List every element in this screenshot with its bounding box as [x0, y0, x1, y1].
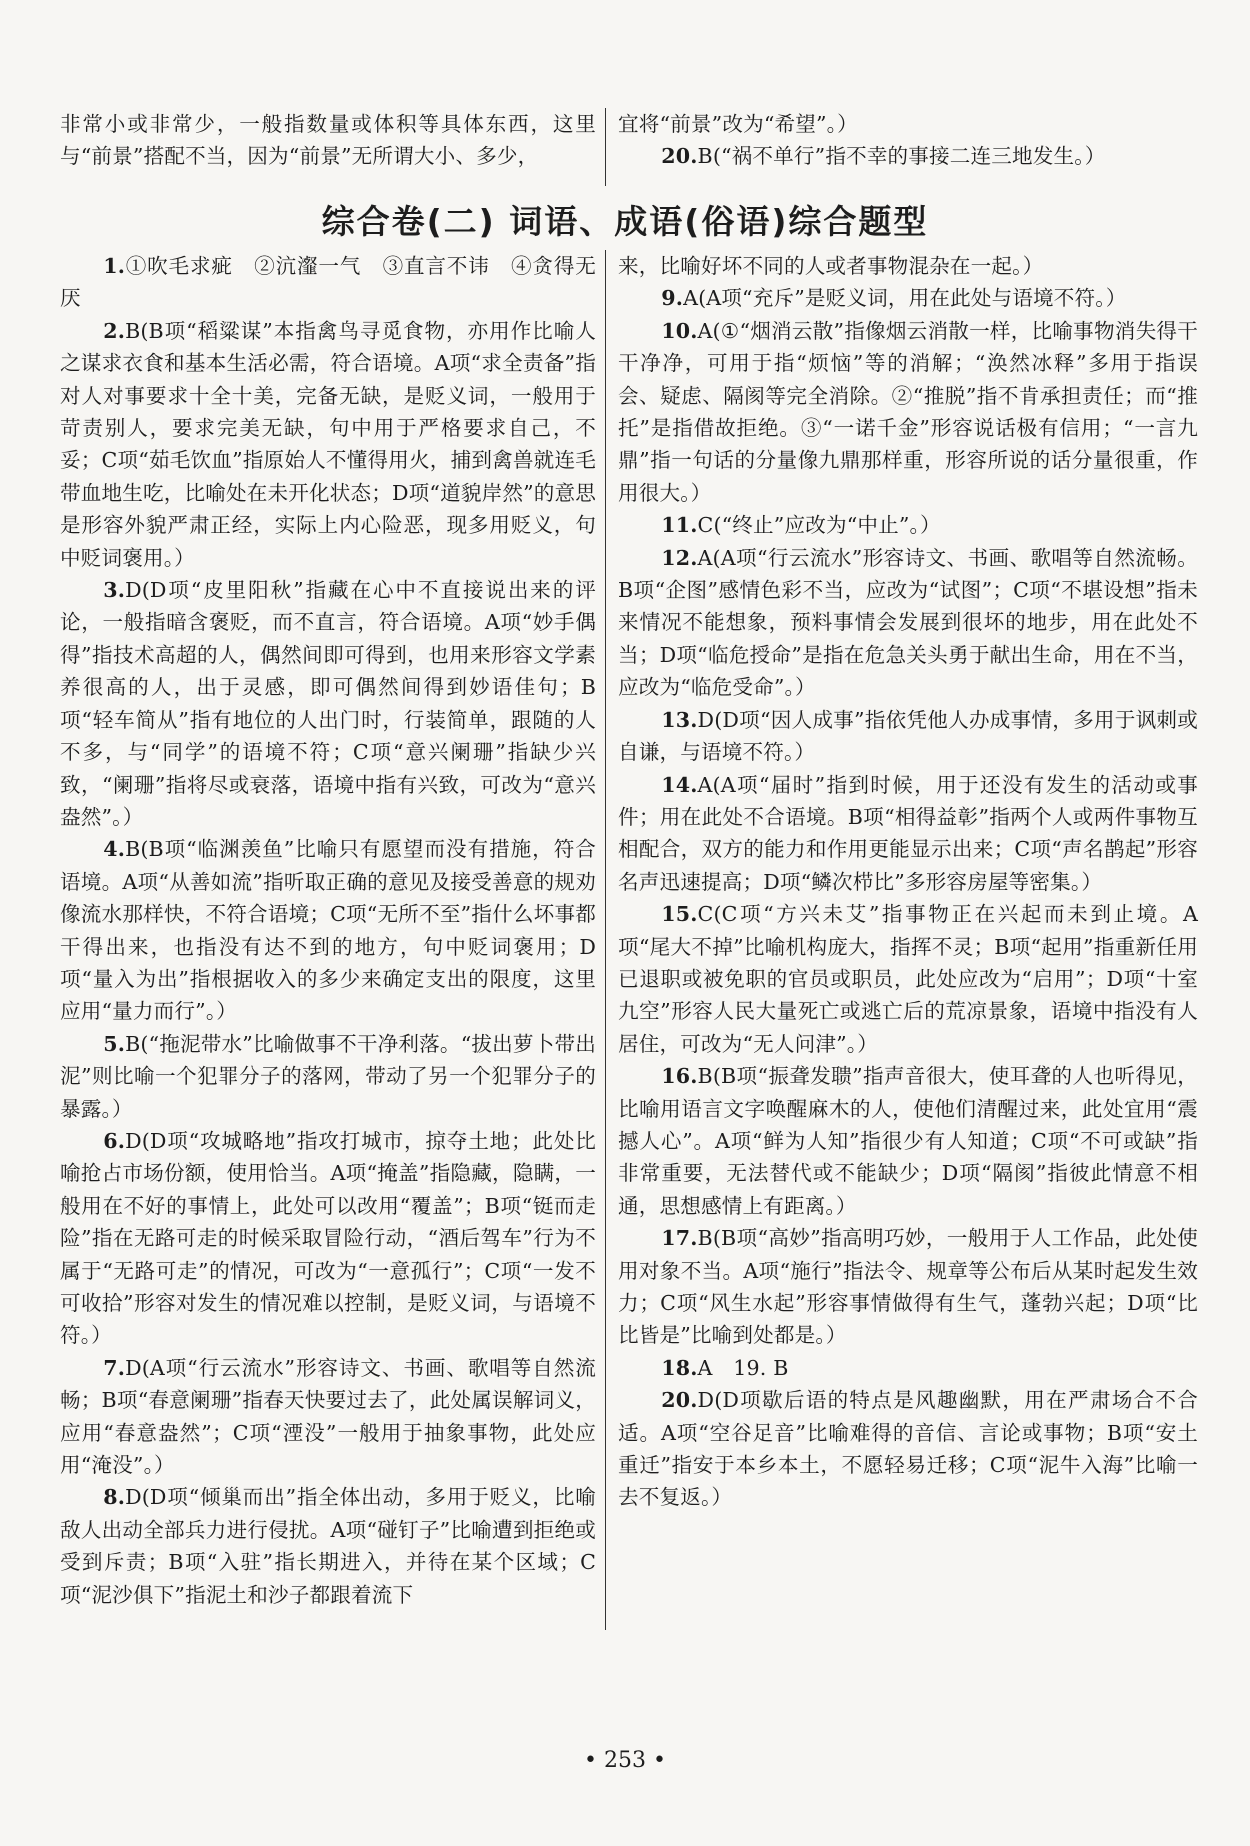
- answer-text: B(“拖泥带水”比喻做事不干净利落。“拔出萝卜带出泥”则比喻一个犯罪分子的落网，带动了另一个犯罪分子的暴露。）: [60, 1031, 596, 1121]
- answer-item: [60, 315, 596, 574]
- answer-number: 12.: [661, 545, 698, 570]
- answer-text: A(①“烟消云散”指像烟云消散一样，比喻事物消失得干干净净，可用于指“烦恼”等的消解；“涣然冰释”多用于指误会、疑虑、隔阂等完全消除。②“推脱”指不肯承担责任；而“推托”是指借故拒绝。③“一诺千金”形容说话极有信用；“一言九鼎”指一句话的分量像九鼎那样重，形容所说的话分量很重，作用很大。）: [618, 318, 1198, 505]
- answers-section: [60, 250, 1208, 1690]
- answer-text: B(B项“临渊羡鱼”比喻只有愿望而没有措施，符合语境。A项“从善如流”指听取正确的意见及接受善意的规劝像流水那样快，不符合语境；C项“无所不至”指什么坏事都干得出来，也指没有达不到的地方，句中贬词褒用；D项“量入为出”指根据收入的多少来确定支出的限度，这里应用“量力而行”。）: [60, 837, 596, 1024]
- continued-left-column: [60, 108, 596, 173]
- answer-text: B(B项“稻粱谋”本指禽鸟寻觅食物，亦用作比喻人之谋求衣食和基本生活必需，符合语境。A项“求全责备”指对人对事要求十全十美，完备无缺，是贬义词，一般用于苛责别人，要求完美无缺，句中用于严格要求自己，不妥；C项“茹毛饮血”指原始人不懂得用火，捕到禽兽就连毛带血地生吃，比喻处在未开化状态；D项“道貌岸然”的意思是形容外貌严肃正经，实际上内心险恶，现多用贬义，句中贬词褒用。）: [60, 318, 596, 570]
- answer-number: 11.: [661, 513, 698, 538]
- answers-left-column: [60, 250, 596, 1611]
- answer-item: [60, 833, 596, 1027]
- answer-number: 13.: [661, 707, 698, 732]
- answer-number: 9.: [661, 286, 684, 311]
- answer-item: [60, 1125, 596, 1352]
- answer-item: [60, 250, 596, 315]
- answer-number: 8.: [103, 1485, 126, 1510]
- answer-item: [60, 1028, 596, 1125]
- answer-number: 18.: [661, 1355, 698, 1380]
- answer-text: A 19. B: [697, 1355, 789, 1380]
- answer-item: [618, 282, 1198, 314]
- answer-item: [618, 898, 1198, 1060]
- answer-item: [618, 704, 1198, 769]
- answer-number: 3.: [103, 578, 126, 603]
- answer-text: B(B项“高妙”指高明巧妙，一般用于人工作品，此处使用对象不当。A项“施行”指法令、规章等公布后从某时起发生效力；C项“风生水起”形容事情做得有生气，蓬勃兴起；D项“比比皆是”比喻到处都是。）: [618, 1226, 1198, 1348]
- answer-number: 1.: [103, 254, 126, 278]
- answer-number: 7.: [103, 1355, 126, 1380]
- continued-paragraph: 非常小或非常少，一般指数量或体积等具体东西，这里与“前景”搭配不当，因为“前景”无所谓大小、多少，: [60, 112, 596, 169]
- answer-text: 来，比喻好坏不同的人或者事物混杂在一起。）: [618, 254, 1044, 278]
- column-divider: [605, 250, 606, 1630]
- answer-text: D(D项“因人成事”指依凭他人办成事情，多用于讽刺或自谦，与语境不符。）: [618, 707, 1198, 765]
- answer-text: C(C项“方兴未艾”指事物正在兴起而未到止境。A项“尾大不掉”比喻机构庞大，指挥不灵；B项“起用”指重新任用已退职或被免职的官员或职员，此处应改为“启用”；D项“十室九空”形容人民大量死亡或逃亡后的荒凉景象，语境中指没有人居住，可改为“无人问津”。）: [618, 902, 1198, 1056]
- answer-text: D(D项“攻城略地”指攻打城市，掠夺土地；此处比喻抢占市场份额，使用恰当。A项“掩盖”指隐藏，隐瞒，一般用在不好的事情上，此处可以改用“覆盖”；B项“铤而走险”指在无路可走的时候采取冒险行动，“酒后驾车”行为不属于“无路可走”的情况，可改为“一意孤行”；C项“一发不可收拾”形容对发生的情况难以控制，是贬义词，与语境不符。）: [60, 1128, 596, 1348]
- answer-item: [618, 542, 1198, 704]
- answer-text: A(A项“届时”指到时候，用于还没有发生的活动或事件；用在此处不合语境。B项“相得益彰”指两个人或两件事物互相配合，双方的能力和作用更能显示出来；C项“声名鹊起”形容名声迅速提高；D项“鳞次栉比”多形容房屋等密集。）: [618, 772, 1198, 894]
- answer-number: 10.: [661, 318, 698, 343]
- answer-item: [618, 1222, 1198, 1352]
- answer-number: 20.: [661, 1388, 698, 1413]
- answer-number: 2.: [103, 318, 126, 343]
- answer-item: [60, 1352, 596, 1482]
- answer-number: 14.: [661, 772, 698, 797]
- answer-number: 20.: [661, 144, 698, 169]
- answer-item: [618, 140, 1198, 172]
- answers-right-column: [618, 250, 1198, 1514]
- answer-number: 6.: [103, 1128, 126, 1153]
- answer-number: 4.: [103, 837, 126, 862]
- answer-text: D(D项歇后语的特点是风趣幽默，用在严肃场合不合适。A项“空谷足音”比喻难得的音信、言论或事物；B项“安土重迁”指安于本乡本土，不愿轻易迁移；C项“泥牛入海”比喻一去不复返。）: [618, 1388, 1198, 1510]
- answer-text: B(B项“振聋发聩”指声音很大，使耳聋的人也听得见，比喻用语言文字唤醒麻木的人，使他们清醒过来，此处宜用“震撼人心”。A项“鲜为人知”指很少有人知道；C项“不可或缺”指非常重要，无法替代或不能缺少；D项“隔阂”指彼此情意不相通，思想感情上有距离。）: [618, 1064, 1198, 1218]
- answer-item: [618, 509, 1198, 541]
- answer-item: [618, 1352, 1198, 1384]
- answer-item: [618, 315, 1198, 509]
- section-title: 综合卷(二) 词语、成语(俗语)综合题型: [321, 202, 929, 241]
- answer-text: D(A项“行云流水”形容诗文、书画、歌唱等自然流畅；B项“春意阑珊”指春天快要过去了，此处属误解词义，应用“春意盎然”；C项“湮没”一般用于抽象事物，此处应用“淹没”。）: [60, 1355, 596, 1478]
- continued-answers: [60, 108, 1208, 188]
- answer-text: A(A项“行云流水”形容诗文、书画、歌唱等自然流畅。B项“企图”感情色彩不当，应改为“试图”；C项“不堪设想”指未来情况不能想象，预料事情会发展到很坏的地步，用在此处不当；D项“临危授命”是指在危急关头勇于献出生命，用在不当，应改为“临危受命”。）: [618, 545, 1198, 700]
- continued-right-column: [618, 108, 1198, 173]
- answer-item: [60, 1481, 596, 1611]
- continued-paragraph: 宜将“前景”改为“希望”。）: [618, 112, 858, 136]
- answer-number: 16.: [661, 1064, 698, 1089]
- answer-text: ①吹毛求疵 ②沆瀣一气 ③直言不讳 ④贪得无厌: [60, 254, 596, 311]
- answer-number: 17.: [661, 1226, 698, 1251]
- answer-number: 5.: [103, 1031, 126, 1056]
- page-number: • 253 •: [584, 1748, 666, 1773]
- column-divider: [605, 108, 606, 186]
- answer-text: A(A项“充斥”是贬义词，用在此处与语境不符。）: [683, 286, 1127, 311]
- answer-text: C(“终止”应改为“中止”。）: [697, 513, 941, 538]
- answer-item: [618, 1060, 1198, 1222]
- answer-text: D(D项“皮里阳秋”指藏在心中不直接说出来的评论，一般指暗含褒贬，而不直言，符合语境。A项“妙手偶得”指技术高超的人，偶然间即可得到，也用来形容文学素养很高的人，出于灵感，即可偶然间得到妙语佳句；B项“轻车简从”指有地位的人出门时，行装简单，跟随的人不多，与“同学”的语境不符；C项“意兴阑珊”指缺少兴致，“阑珊”指将尽或衰落，语境中指有兴致，可改为“意兴盎然”。）: [60, 578, 596, 829]
- answer-item: [618, 769, 1198, 899]
- answer-number: 15.: [661, 902, 698, 927]
- answer-text: B(“祸不单行”指不幸的事接二连三地发生。）: [697, 144, 1106, 169]
- answer-item: [60, 574, 596, 833]
- answer-item: [618, 1384, 1198, 1514]
- answer-text: D(D项“倾巢而出”指全体出动，多用于贬义，比喻敌人出动全部兵力进行侵扰。A项“碰钉子”比喻遭到拒绝或受到斥责；B项“入驻”指长期进入，并待在某个区域；C项“泥沙俱下”指泥土和沙子都跟着流下: [60, 1485, 596, 1607]
- answer-item: [618, 250, 1198, 282]
